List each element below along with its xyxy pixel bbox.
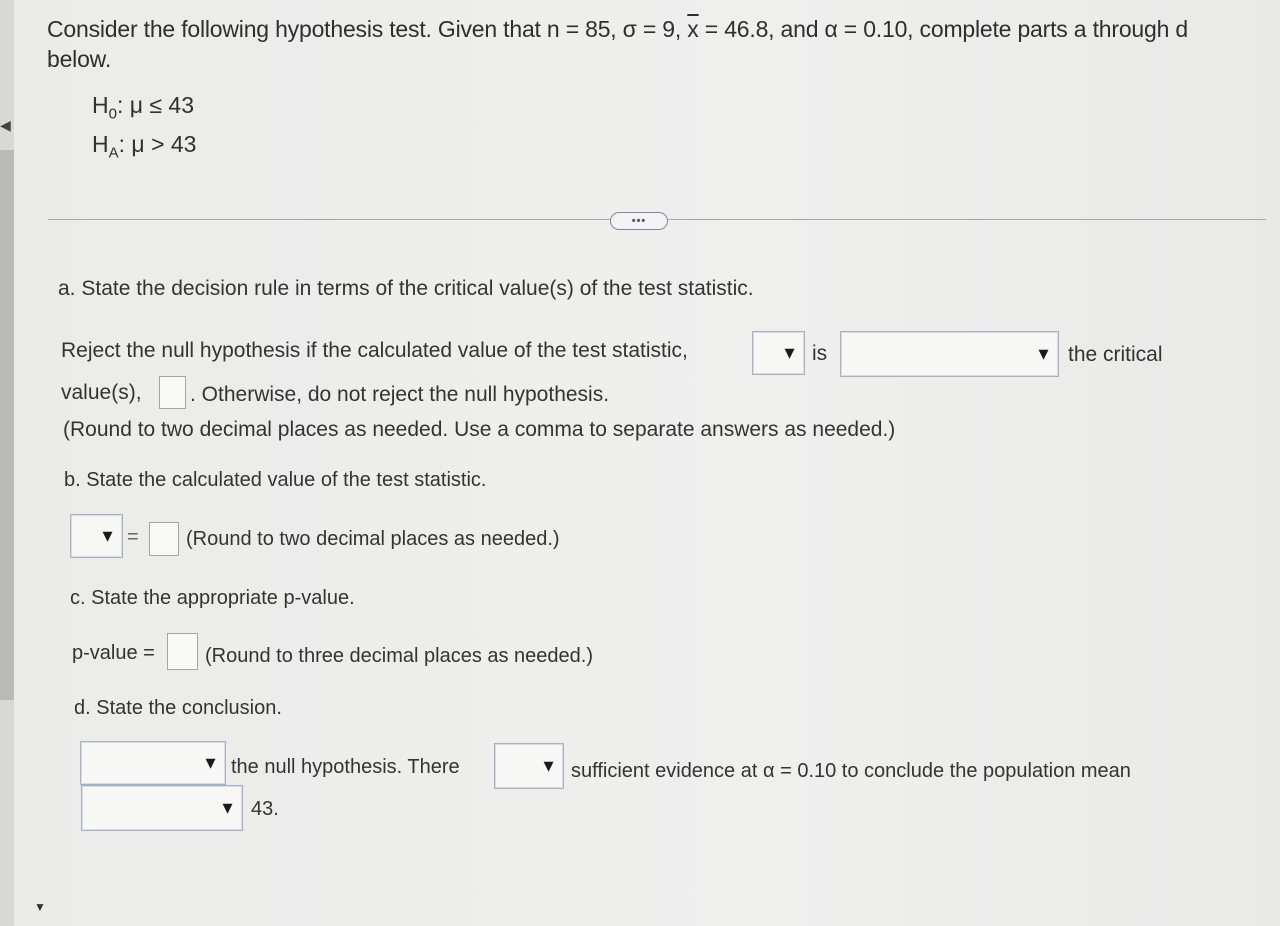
dropdown-arrow-icon: ▼	[202, 753, 219, 773]
reject-decision-dropdown[interactable]	[80, 741, 226, 785]
part-d-text3: 43.	[251, 798, 279, 820]
part-c-note: (Round to three decimal places as needed.)	[205, 645, 594, 667]
null-hypothesis	[92, 92, 194, 123]
more-options-button[interactable]: •••	[610, 212, 668, 230]
xbar-symbol: $\overline{x}$	[687, 16, 699, 42]
statistic-type-dropdown[interactable]	[70, 514, 123, 558]
population-mean-comparison-dropdown[interactable]	[81, 785, 243, 831]
test-statistic-dropdown[interactable]	[752, 331, 805, 375]
part-d-heading: d. State the conclusion.	[74, 697, 282, 719]
part-a-line2-start: value(s),	[61, 381, 142, 404]
test-statistic-input[interactable]	[149, 522, 179, 556]
equals-sign: =	[127, 526, 139, 548]
dropdown-arrow-icon: ▼	[219, 798, 236, 818]
dropdown-arrow-icon: ▼	[540, 756, 557, 776]
part-a-line1-start: Reject the null hypothesis if the calculated value of the test statistic,	[61, 339, 688, 362]
intro-suffix: = 46.8, and α = 0.10, complete parts a through d	[698, 16, 1188, 42]
evidence-dropdown[interactable]	[494, 743, 564, 789]
p-value-label: p-value =	[72, 642, 155, 664]
part-a-line1-end: the critical	[1068, 343, 1163, 366]
h0-subscript: 0	[108, 105, 117, 123]
question-stem-line1	[47, 16, 1188, 43]
part-a-line2-end: . Otherwise, do not reject the null hypothesis.	[190, 383, 610, 406]
dropdown-arrow-icon: ▼	[1035, 344, 1052, 364]
dropdown-arrow-icon: ▼	[99, 526, 116, 546]
p-value-input[interactable]	[167, 633, 198, 670]
intro-prefix: Consider the following hypothesis test. Given that n = 85, σ = 9,	[47, 16, 688, 42]
h0-label: H	[92, 92, 109, 118]
part-b-heading: b. State the calculated value of the test statistic.	[64, 469, 487, 491]
part-d-text2: sufficient evidence at α = 0.10 to conclude the population mean	[571, 760, 1131, 782]
ha-subscript: A	[108, 144, 119, 162]
ha-expression: : μ > 43	[118, 131, 197, 157]
dropdown-arrow-icon: ▼	[781, 343, 798, 363]
ha-label: H	[92, 131, 109, 157]
critical-value-input[interactable]	[159, 376, 186, 409]
comparison-dropdown[interactable]	[840, 331, 1059, 377]
h0-expression: : μ ≤ 43	[116, 92, 194, 118]
part-a-is: is	[812, 342, 828, 365]
scroll-down-icon[interactable]: ▼	[34, 900, 46, 914]
part-c-heading: c. State the appropriate p-value.	[70, 587, 355, 609]
part-b-note: (Round to two decimal places as needed.)	[186, 528, 560, 550]
part-d-text1: the null hypothesis. There	[231, 756, 460, 778]
part-a-note: (Round to two decimal places as needed. Use a comma to separate answers as needed.)	[63, 418, 896, 441]
part-a-heading: a. State the decision rule in terms of the critical value(s) of the test statistic.	[58, 277, 754, 300]
question-stem-line2: below.	[47, 46, 112, 72]
alternative-hypothesis	[92, 131, 196, 162]
scroll-up-icon[interactable]: ◀	[0, 117, 11, 133]
